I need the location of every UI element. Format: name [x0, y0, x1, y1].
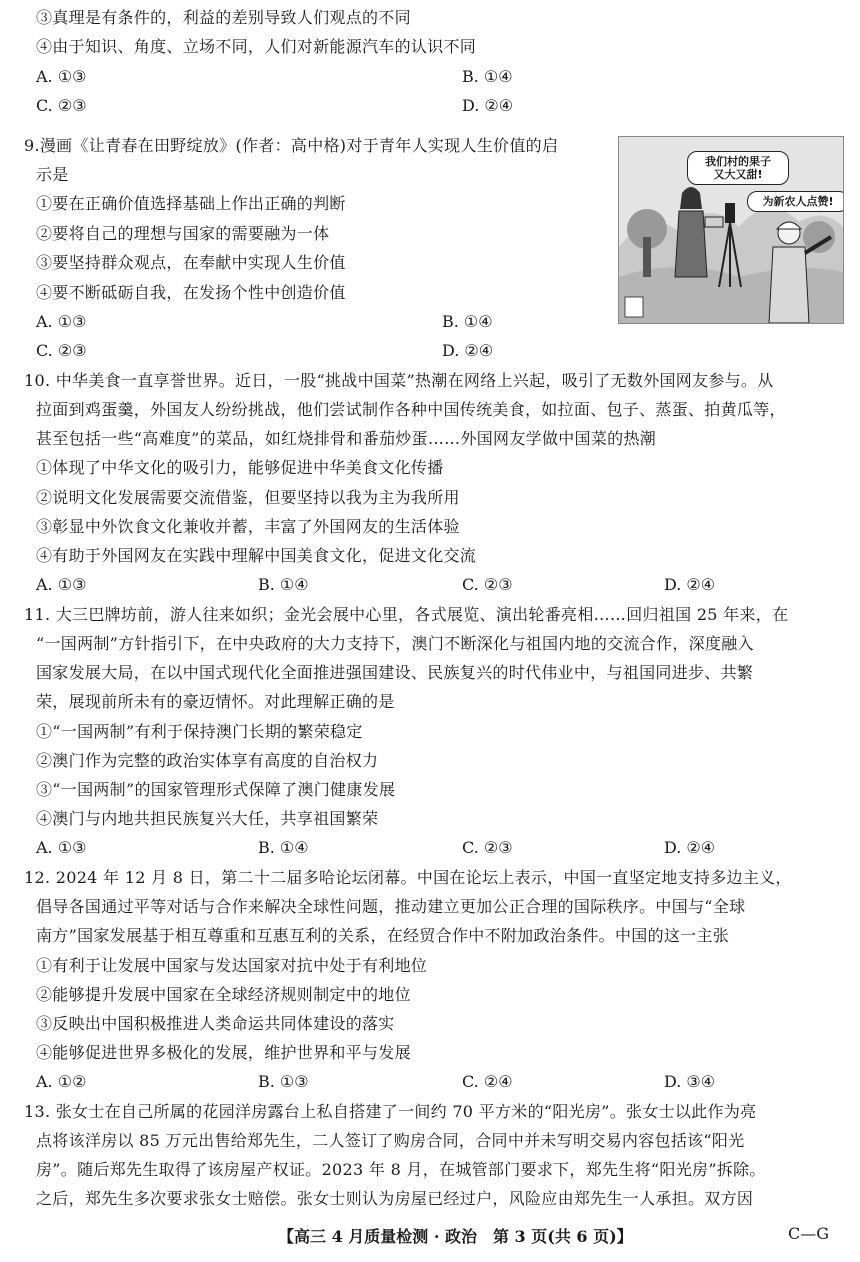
q9-statement-2: ②要将自己的理想与国家的需要融为一体 — [36, 224, 330, 243]
q10-statement-1: ①体现了中华文化的吸引力，能够促进中华美食文化传播 — [36, 458, 444, 477]
q10-option-c: C. ②③ — [462, 575, 513, 594]
q12-statement-1: ①有利于让发展中国家与发达国家对抗中处于有利地位 — [36, 956, 428, 975]
cartoon-image — [618, 136, 844, 324]
q10-option-a: A. ①③ — [36, 575, 87, 594]
footer-title: 【高三 4 月质量检测 · 政治 第 3 页(共 6 页)】 — [278, 1227, 633, 1246]
q8-statement-3: ③真理是有条件的，利益的差别导致人们观点的不同 — [36, 8, 411, 27]
q11-statement-2: ②澳门作为完整的政治实体享有高度的自治权力 — [36, 751, 379, 770]
q12-statement-2: ②能够提升发展中国家在全球经济规则制定中的地位 — [36, 985, 411, 1004]
speech-bubble-man: 为新农人点赞! — [747, 191, 844, 212]
q11-stem-line-2: “一国两制”方针指引下，在中央政府的大力支持下，澳门不断深化与祖国内地的交流合作，深度融入 — [36, 634, 754, 653]
q11-option-d: D. ②④ — [664, 838, 716, 857]
q11-stem-line-1: 11. 大三巴牌坊前，游人往来如织；金光会展中心里，各式展览、演出轮番亮相……回归祖国 25 年来，在 — [24, 605, 789, 624]
q8-option-c: C. ②③ — [36, 96, 87, 115]
q8-option-d: D. ②④ — [462, 96, 514, 115]
q12-option-d: D. ③④ — [664, 1072, 716, 1091]
q13-stem-line-4: 之后，郑先生多次要求张女士赔偿。张女士则认为房屋已经过户，风险应由郑先生一人承担。双方因 — [36, 1189, 754, 1208]
q9-stem-line-1: 9.漫画《让青春在田野绽放》(作者：高中格)对于青年人实现人生价值的启 — [24, 136, 559, 155]
q10-option-d: D. ②④ — [664, 575, 716, 594]
q11-option-b: B. ①④ — [258, 838, 309, 857]
q8-option-b: B. ①④ — [462, 67, 513, 86]
q13-stem-line-2: 点将该洋房以 85 万元出售给郑先生，二人签订了购房合同，合同中并未写明交易内容包括该“阳光 — [36, 1131, 745, 1150]
q10-stem-line-1: 10. 中华美食一直享誉世界。近日，一股“挑战中国菜”热潮在网络上兴起，吸引了无数外国网友参与。从 — [24, 371, 774, 390]
q8-option-a: A. ①③ — [36, 67, 87, 86]
q12-statement-3: ③反映出中国积极推进人类命运共同体建设的落实 — [36, 1014, 395, 1033]
q9-option-d: D. ②④ — [442, 341, 494, 360]
q10-statement-4: ④有助于外国网友在实践中理解中国美食文化，促进文化交流 — [36, 546, 477, 565]
q10-statement-2: ②说明文化发展需要交流借鉴，但要坚持以我为主为我所用 — [36, 488, 460, 507]
q11-option-a: A. ①③ — [36, 838, 87, 857]
q11-option-c: C. ②③ — [462, 838, 513, 857]
q11-statement-3: ③“一国两制”的国家管理形式保障了澳门健康发展 — [36, 780, 396, 799]
q9-statement-1: ①要在正确价值选择基础上作出正确的判断 — [36, 194, 346, 213]
q12-statement-4: ④能够促进世界多极化的发展，维护世界和平与发展 — [36, 1043, 411, 1062]
q9-option-b: B. ①④ — [442, 312, 493, 331]
q10-statement-3: ③彰显中外饮食文化兼收并蓄，丰富了外国网友的生活体验 — [36, 517, 460, 536]
q12-option-a: A. ①② — [36, 1072, 87, 1091]
q9-statement-4: ④要不断砥砺自我，在发扬个性中创造价值 — [36, 283, 346, 302]
q12-stem-line-1: 12. 2024 年 12 月 8 日，第二十二届多哈论坛闭幕。中国在论坛上表示，中国一直坚定地支持多边主义， — [24, 868, 792, 887]
q9-statement-3: ③要坚持群众观点，在奉献中实现人生价值 — [36, 253, 346, 272]
q13-stem-line-3: 房”。随后郑先生取得了该房屋产权证。2023 年 8 月，在城管部门要求下，郑先生将“阳光房”拆除。 — [36, 1160, 766, 1179]
q12-option-c: C. ②④ — [462, 1072, 513, 1091]
q12-option-b: B. ①③ — [258, 1072, 309, 1091]
q10-stem-line-2: 拉面到鸡蛋羹，外国友人纷纷挑战，他们尝试制作各种中国传统美食，如拉面、包子、蒸蛋、拍黄瓜等， — [36, 400, 786, 419]
q9-option-a: A. ①③ — [36, 312, 87, 331]
q12-stem-line-2: 倡导各国通过平等对话与合作来解决全球性问题，推动建立更加公正合理的国际秩序。中国与“全球 — [36, 897, 746, 916]
q11-stem-line-3: 国家发展大局，在以中国式现代化全面推进强国建设、民族复兴的时代伟业中，与祖国同进步、共繁 — [36, 663, 754, 682]
q11-statement-1: ①“一国两制”有利于保持澳门长期的繁荣稳定 — [36, 722, 363, 741]
q9-stem-line-2: 示是 — [36, 165, 69, 184]
q10-stem-line-3: 甚至包括一些“高难度”的菜品，如红烧排骨和番茄炒蛋……外国网友学做中国菜的热潮 — [36, 429, 657, 448]
speech-bubble-woman: 我们村的果子 又大又甜! — [687, 151, 789, 185]
q11-statement-4: ④澳门与内地共担民族复兴大任，共享祖国繁荣 — [36, 809, 379, 828]
q12-stem-line-3: 南方”国家发展基于相互尊重和互惠互利的关系，在经贸合作中不附加政治条件。中国的这一主张 — [36, 926, 730, 945]
q9-option-c: C. ②③ — [36, 341, 87, 360]
q13-stem-line-1: 13. 张女士在自己所属的花园洋房露台上私自搭建了一间约 70 平方米的“阳光房”。张女士以此作为亮 — [24, 1102, 757, 1121]
q8-statement-4: ④由于知识、角度、立场不同，人们对新能源汽车的认识不同 — [36, 37, 477, 56]
q11-stem-line-4: 荣，展现前所未有的豪迈情怀。对此理解正确的是 — [36, 692, 395, 711]
footer-code: C—G — [788, 1224, 830, 1243]
q10-option-b: B. ①④ — [258, 575, 309, 594]
